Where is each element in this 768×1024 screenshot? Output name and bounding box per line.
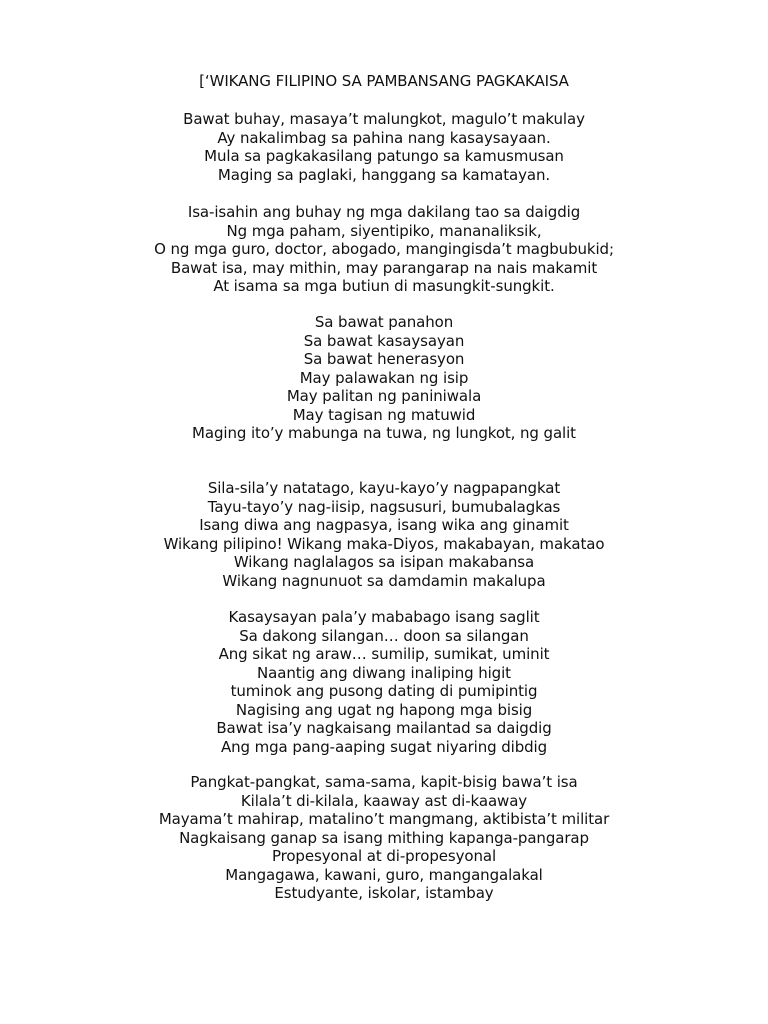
poem-line: Isa-isahin ang buhay ng mga dakilang tao sa daigdig (187, 203, 581, 221)
poem-line: Ng mga paham, siyentipiko, mananaliksik, (226, 221, 542, 240)
poem-line: Nagkaisang ganap sa isang mithing kapanga-pangarap (179, 828, 589, 847)
poem-title: [‘WIKANG FILIPINO SA PAMBANSANG PAGKAKAISA (199, 72, 569, 90)
poem-line: Ang sikat ng araw… sumilip, sumikat, uminit (218, 645, 550, 663)
poem-line: Propesyonal at di-propesyonal (271, 847, 497, 865)
poem-line: Maging sa paglaki, hanggang sa kamatayan. (217, 165, 551, 184)
poem-line: Wikang nagnunuot sa damdamin makalupa (222, 571, 546, 590)
poem-line: Kasaysayan pala’y mababago isang saglit (228, 608, 540, 626)
poem-line: At isama sa mga butiun di masungkit-sungkit. (213, 277, 555, 295)
stanza-5 (0, 608, 768, 756)
poem-line: Sa bawat panahon (314, 313, 454, 331)
poem-line: Estudyante, iskolar, istambay (274, 884, 494, 902)
poem-line: Kilala’t di-kilala, kaaway ast di-kaaway (240, 791, 528, 810)
poem-line: Wikang naglalagos sa isipan makabansa (233, 553, 535, 571)
poem-line: Ang mga pang-aaping sugat niyaring dibdig (220, 737, 548, 756)
poem-line: May palawakan ng isip (299, 368, 469, 387)
poem-line: Ay nakalimbag sa pahina nang kasaysayaan. (217, 128, 551, 147)
poem-line: Mayama’t mahirap, matalino’t mangmang, aktibista’t militar (158, 810, 610, 828)
poem-line: May palitan ng paniniwala (286, 387, 482, 405)
poem-line: Tayu-tayo’y nag-iisip, nagsusuri, bumubalagkas (207, 497, 561, 516)
stanza-3 (0, 313, 768, 443)
poem-line: Sa bawat kasaysayan (303, 331, 465, 350)
poem-line: O ng mga guro, doctor, abogado, mangingisda’t magbubukid; (154, 240, 614, 258)
poem-line: Bawat isa’y nagkaisang mailantad sa daigdig (216, 719, 552, 737)
poem-line: Naantig ang diwang inaliping higit (257, 663, 511, 682)
stanza-1 (0, 110, 768, 184)
poem-line: Pangkat-pangkat, sama-sama, kapit-bisig bawa’t isa (190, 773, 578, 791)
stanza-4 (0, 479, 768, 590)
poem-line: Sa bawat henerasyon (303, 350, 465, 368)
poem-line: Mangagawa, kawani, guro, mangangalakal (225, 865, 543, 884)
poem-line: Bawat buhay, masaya’t malungkot, magulo’t makulay (183, 110, 585, 128)
poem-line: Isang diwa ang nagpasya, isang wika ang ginamit (199, 516, 569, 534)
stanza-6 (0, 773, 768, 903)
poem-line: Bawat isa, may mithin, may parangarap na nais makamit (170, 258, 598, 277)
poem-line: Maging ito’y mabunga na tuwa, ng lungkot, ng galit (192, 424, 576, 442)
poem-line: tuminok ang pusong dating di pumipintig (230, 682, 538, 700)
stanza-2 (0, 203, 768, 296)
poem-line: Mula sa pagkakasilang patungo sa kamusmusan (204, 147, 564, 165)
poem-line: Sila-sila’y natatago, kayu-kayo’y nagpapangkat (207, 479, 561, 497)
poem-line: May tagisan ng matuwid (292, 405, 476, 424)
poem-line: Nagising ang ugat ng hapong mga bisig (235, 700, 533, 719)
poem-line: Wikang pilipino! Wikang maka-Diyos, makabayan, makatao (163, 534, 605, 553)
poem-line: Sa dakong silangan… doon sa silangan (239, 626, 529, 645)
